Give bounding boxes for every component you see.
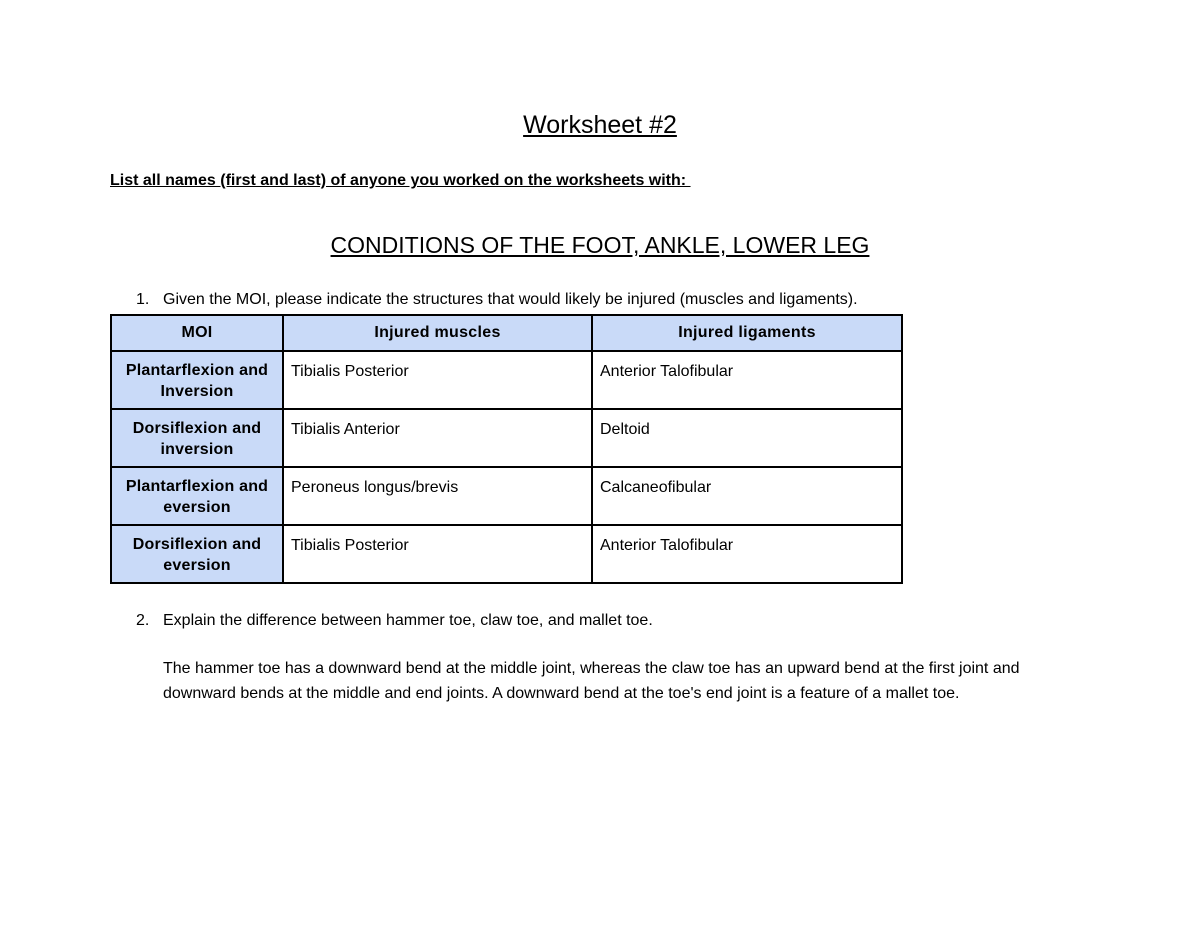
- moi-cell: Dorsiflexion and eversion: [111, 525, 283, 583]
- question-2: [136, 611, 653, 631]
- column-header-injured-muscles: Injured muscles: [283, 315, 592, 351]
- moi-cell: Dorsiflexion and inversion: [111, 409, 283, 467]
- column-header-moi: MOI: [111, 315, 283, 351]
- answer-text: The hammer toe has a downward bend at the middle joint, whereas the claw toe has an upward bend at the first joint and downward bends at the middle and end joints. A downward bend at the toe's end joint is a feature of a mallet toe.: [163, 660, 1020, 702]
- ligaments-cell: Anterior Talofibular: [592, 351, 902, 409]
- question-number: 1.: [136, 291, 150, 308]
- table-row: [111, 525, 902, 583]
- ligaments-cell: Deltoid: [592, 409, 902, 467]
- ligaments-cell: Anterior Talofibular: [592, 525, 902, 583]
- question-1: [136, 290, 858, 310]
- muscles-cell: Peroneus longus/brevis: [283, 467, 592, 525]
- ligaments-cell: Calcaneofibular: [592, 467, 902, 525]
- muscles-cell: Tibialis Posterior: [283, 525, 592, 583]
- muscles-cell: Tibialis Anterior: [283, 409, 592, 467]
- moi-cell: Plantarflexion and eversion: [111, 467, 283, 525]
- column-header-injured-ligaments: Injured ligaments: [592, 315, 902, 351]
- table-row: [111, 467, 902, 525]
- question-number: 2.: [136, 612, 150, 629]
- page-title: Worksheet #2: [523, 111, 677, 139]
- moi-cell: Plantarflexion and Inversion: [111, 351, 283, 409]
- table-header-row: [111, 315, 902, 351]
- question-text: Given the MOI, please indicate the structures that would likely be injured (muscles and ligaments).: [163, 291, 858, 308]
- names-prompt: List all names (first and last) of anyone you worked on the worksheets with:: [110, 172, 691, 189]
- question-text: Explain the difference between hammer toe, claw toe, and mallet toe.: [163, 612, 653, 629]
- muscles-cell: Tibialis Posterior: [283, 351, 592, 409]
- moi-injury-table: [110, 314, 903, 584]
- section-title: CONDITIONS OF THE FOOT, ANKLE, LOWER LEG: [330, 232, 870, 258]
- table-row: [111, 351, 902, 409]
- table-row: [111, 409, 902, 467]
